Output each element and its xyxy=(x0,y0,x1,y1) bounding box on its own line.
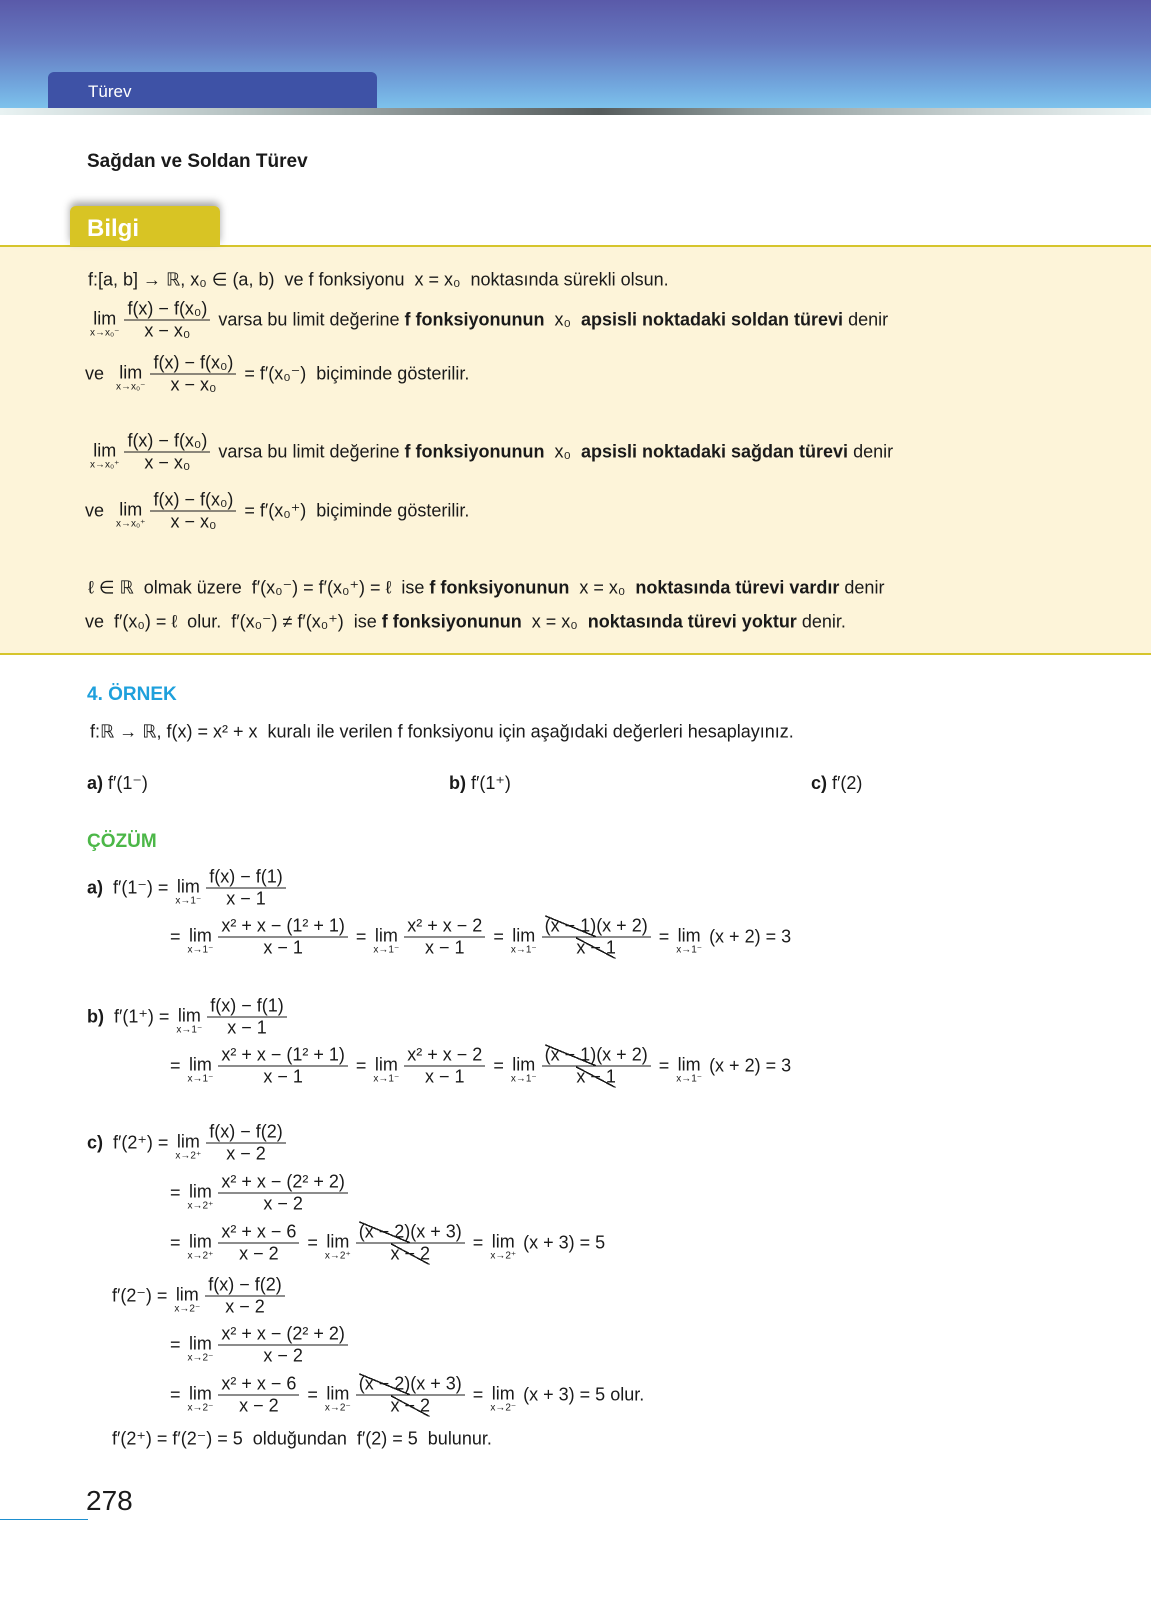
math-text: f′(1⁺) = xyxy=(104,1006,175,1027)
part-label: b) xyxy=(449,773,466,793)
math-text: = xyxy=(302,1384,323,1405)
limit-subscript: x→2⁻ xyxy=(187,1352,214,1364)
limit-operator xyxy=(188,1385,214,1414)
math-text: f:[a, b] → ℝ, x₀ ∈ (a, b) ve f fonksiyonu x = x₀ noktasında sürekli olsun. xyxy=(88,269,669,290)
math-text: x − x₀ xyxy=(170,374,217,395)
math-text: x − x₀ xyxy=(144,452,191,473)
part-label: a) xyxy=(87,773,104,793)
math-text: x = x₀ xyxy=(521,611,588,632)
fraction xyxy=(356,1222,465,1265)
bold-text: noktasında türevi yoktur xyxy=(587,611,797,632)
math-text: x − x₀ xyxy=(170,511,217,532)
limit-operator xyxy=(176,1007,202,1036)
fraction-denominator xyxy=(260,1067,306,1088)
limit-word: lim xyxy=(176,876,200,897)
math-text: x² + x − 2 xyxy=(407,915,483,936)
fraction-numerator xyxy=(205,1275,285,1296)
limit-word: lim xyxy=(119,362,143,383)
solution-line xyxy=(170,1172,351,1215)
math-text: = f′(x₀⁻) biçiminde gösterilir. xyxy=(239,363,470,384)
limit-subscript: x→1⁻ xyxy=(373,944,400,956)
limit-subscript: x→x₀⁻ xyxy=(90,327,120,339)
math-text: = xyxy=(170,1055,186,1076)
limit-word: lim xyxy=(188,925,212,946)
math-text: x − x₀ xyxy=(144,320,191,341)
fraction xyxy=(150,353,236,396)
fraction-numerator xyxy=(218,1045,348,1066)
bold-text: noktasında türevi vardır xyxy=(635,577,840,598)
fraction-denominator xyxy=(223,889,269,910)
fraction xyxy=(150,490,236,533)
limit-operator xyxy=(373,1056,399,1085)
fraction xyxy=(206,867,286,910)
math-text: denir xyxy=(839,577,885,598)
limit-subscript: x→2⁻ xyxy=(174,1303,201,1315)
math-text: x₀ xyxy=(544,441,581,462)
limit-subscript: x→2⁺ xyxy=(324,1250,351,1262)
math-text: ve xyxy=(85,500,115,521)
math-text: (x + 3) = 5 olur. xyxy=(518,1384,645,1405)
fraction xyxy=(218,1045,348,1088)
limit-operator xyxy=(325,1385,351,1414)
math-text: f(x) − f(1) xyxy=(210,995,284,1016)
solution-line xyxy=(87,867,289,910)
fraction-numerator xyxy=(356,1222,465,1243)
fraction xyxy=(218,1374,299,1417)
limit-subscript: x→1⁻ xyxy=(175,895,202,907)
fraction xyxy=(206,1122,286,1165)
math-text: = xyxy=(653,926,675,947)
limit-word: lim xyxy=(177,1005,201,1026)
fraction-denominator xyxy=(141,453,193,474)
fraction-denominator xyxy=(141,321,193,342)
fraction-denominator xyxy=(236,1244,282,1265)
limit-word: lim xyxy=(188,1181,212,1202)
example-part-b xyxy=(449,773,511,794)
example-part-c xyxy=(811,773,862,794)
math-text: f′(1⁻) = xyxy=(103,877,174,898)
fraction xyxy=(542,1045,651,1088)
math-text: x² + x − (2² + 2) xyxy=(221,1171,345,1192)
math-text: x − 1 xyxy=(226,888,266,909)
info-line xyxy=(88,270,669,291)
fraction-numerator xyxy=(356,1374,465,1395)
math-text: (x + 2) xyxy=(596,1044,648,1065)
math-text: = xyxy=(170,1334,186,1355)
limit-subscript: x→2⁻ xyxy=(187,1402,214,1414)
fraction xyxy=(356,1374,465,1417)
limit-operator xyxy=(188,1335,214,1364)
fraction-numerator xyxy=(218,916,348,937)
cancelled-term: (x − 2) xyxy=(358,1221,411,1242)
limit-word: lim xyxy=(677,1054,701,1075)
limit-subscript: x→1⁻ xyxy=(510,1073,537,1085)
limit-subscript: x→2⁺ xyxy=(187,1200,214,1212)
fraction xyxy=(124,299,210,342)
solution-line xyxy=(170,1222,605,1265)
math-text: varsa bu limit değerine xyxy=(213,309,405,330)
fraction xyxy=(218,1172,348,1215)
part-expr: f′(2) xyxy=(827,773,863,793)
fraction-numerator xyxy=(218,1374,299,1395)
solution-title: ÇÖZÜM xyxy=(87,831,157,852)
example-title: 4. ÖRNEK xyxy=(87,684,177,705)
limit-word: lim xyxy=(491,1231,515,1252)
limit-word: lim xyxy=(175,1284,199,1305)
part-expr: f′(1⁻) xyxy=(103,773,148,793)
cancelled-term: x − 2 xyxy=(390,1395,431,1416)
solution-line xyxy=(170,916,791,959)
math-text: = xyxy=(350,1055,372,1076)
fraction-numerator xyxy=(218,1222,299,1243)
fraction xyxy=(207,996,287,1039)
limit-operator xyxy=(676,1056,702,1085)
fraction-denominator xyxy=(388,1244,434,1265)
bold-text: c) xyxy=(87,1132,104,1153)
math-text: f(x) − f(x₀) xyxy=(127,430,208,451)
math-text: (x + 2) xyxy=(596,915,648,936)
limit-operator xyxy=(511,927,537,956)
limit-subscript: x→1⁻ xyxy=(373,1073,400,1085)
math-text: x − 2 xyxy=(226,1143,266,1164)
limit-word: lim xyxy=(188,1383,212,1404)
limit-operator xyxy=(188,927,214,956)
math-text: f(x) − f(x₀) xyxy=(153,489,234,510)
page-number-rule xyxy=(0,1519,88,1520)
limit-subscript: x→1⁻ xyxy=(187,1073,214,1085)
limit-operator xyxy=(490,1233,516,1262)
math-text: = xyxy=(488,1055,509,1076)
info-line xyxy=(85,353,469,396)
info-line xyxy=(88,578,884,599)
math-text: denir xyxy=(848,441,894,462)
math-text: x² + x − (2² + 2) xyxy=(221,1323,345,1344)
math-text: x − 2 xyxy=(239,1243,279,1264)
fraction xyxy=(404,1045,485,1088)
math-text: = f′(x₀⁺) biçiminde gösterilir. xyxy=(239,500,470,521)
limit-subscript: x→2⁺ xyxy=(187,1250,214,1262)
limit-subscript: x→1⁻ xyxy=(510,944,537,956)
math-text: ve f′(x₀) = ℓ olur. f′(x₀⁻) ≠ f′(x₀⁺) ise xyxy=(85,611,382,632)
fraction-denominator xyxy=(573,1067,619,1088)
math-text: = xyxy=(350,926,372,947)
fraction-denominator xyxy=(167,512,219,533)
math-text: f′(2⁻) = xyxy=(112,1285,173,1306)
math-text: = xyxy=(170,926,186,947)
fraction xyxy=(404,916,485,959)
solution-line xyxy=(87,1122,289,1165)
limit-word: lim xyxy=(188,1333,212,1354)
math-text: x − 1 xyxy=(263,937,303,958)
limit-operator xyxy=(116,501,145,530)
math-text: f(x) − f(x₀) xyxy=(127,298,208,319)
fraction xyxy=(205,1275,285,1318)
math-text: x = x₀ xyxy=(569,577,636,598)
fraction-denominator xyxy=(422,1067,468,1088)
fraction-denominator xyxy=(224,1018,270,1039)
limit-operator xyxy=(90,310,119,339)
section-title: Sağdan ve Soldan Türev xyxy=(87,151,308,172)
fraction-numerator xyxy=(150,490,236,511)
fraction xyxy=(218,1324,348,1367)
fraction-denominator xyxy=(223,1144,269,1165)
page-number: 278 xyxy=(86,1485,133,1516)
math-text: x − 2 xyxy=(239,1395,279,1416)
info-line xyxy=(88,299,888,342)
fraction-numerator xyxy=(206,867,286,888)
bold-text: a) xyxy=(87,877,104,898)
limit-word: lim xyxy=(176,1131,200,1152)
limit-subscript: x→1⁻ xyxy=(187,944,214,956)
limit-subscript: x→2⁺ xyxy=(490,1250,517,1262)
cancelled-term: (x − 1) xyxy=(544,1044,597,1065)
fraction-denominator xyxy=(422,938,468,959)
fraction xyxy=(124,431,210,474)
fraction-denominator xyxy=(573,938,619,959)
math-text: ℓ ∈ ℝ olmak üzere f′(x₀⁻) = f′(x₀⁺) = ℓ ise xyxy=(88,577,430,598)
limit-subscript: x→1⁻ xyxy=(676,944,703,956)
fraction-numerator xyxy=(404,1045,485,1066)
limit-operator xyxy=(175,878,201,907)
limit-subscript: x→x₀⁺ xyxy=(90,459,120,471)
math-text: varsa bu limit değerine xyxy=(213,441,405,462)
cancelled-term: (x − 1) xyxy=(544,915,597,936)
limit-subscript: x→2⁻ xyxy=(490,1402,517,1414)
math-text: x − 2 xyxy=(263,1193,303,1214)
fraction-numerator xyxy=(404,916,485,937)
solution-line xyxy=(170,1045,791,1088)
limit-subscript: x→1⁻ xyxy=(176,1024,203,1036)
cancelled-term: x − 1 xyxy=(576,937,616,958)
limit-subscript: x→2⁺ xyxy=(175,1150,202,1162)
limit-operator xyxy=(90,442,119,471)
chapter-tab: Türev xyxy=(48,72,377,108)
math-text: = xyxy=(653,1055,675,1076)
limit-operator xyxy=(511,1056,537,1085)
limit-word: lim xyxy=(188,1054,212,1075)
fraction-numerator xyxy=(542,916,651,937)
math-text: f(x) − f(x₀) xyxy=(153,352,234,373)
fraction-numerator xyxy=(218,1172,348,1193)
math-text: (x + 2) = 3 xyxy=(704,926,792,947)
solution-line xyxy=(170,1324,351,1367)
bold-text: apsisli noktadaki sağdan türevi xyxy=(580,441,849,462)
math-text: (x + 2) = 3 xyxy=(704,1055,792,1076)
limit-subscript: x→x₀⁻ xyxy=(116,381,146,393)
part-label: c) xyxy=(811,773,828,793)
bold-text: b) xyxy=(87,1006,104,1027)
info-line xyxy=(88,431,893,474)
math-text: = xyxy=(488,926,509,947)
math-text: x − 1 xyxy=(425,1066,465,1087)
limit-word: lim xyxy=(326,1231,350,1252)
math-text: ve xyxy=(85,363,115,384)
solution-line xyxy=(87,996,290,1039)
cancelled-term: x − 2 xyxy=(390,1243,431,1264)
fraction-denominator xyxy=(260,1194,306,1215)
math-text: x − 2 xyxy=(225,1296,265,1317)
limit-subscript: x→1⁻ xyxy=(676,1073,703,1085)
limit-operator xyxy=(373,927,399,956)
fraction-numerator xyxy=(207,996,287,1017)
math-text: x − 2 xyxy=(263,1345,303,1366)
math-text: = xyxy=(467,1232,489,1253)
example-part-a xyxy=(87,773,148,794)
math-text: denir. xyxy=(796,611,846,632)
solution-line xyxy=(170,1374,644,1417)
info-box-label: Bilgi xyxy=(70,206,220,246)
math-text: f′(2⁺) = f′(2⁻) = 5 olduğundan f′(2) = 5 bulunur. xyxy=(112,1428,492,1449)
example-statement: f:ℝ → ℝ, f(x) = x² + x kuralı ile verilen f fonksiyonu için aşağıdaki değerleri hesaplayınız. xyxy=(90,721,794,742)
header-divider xyxy=(0,108,1151,115)
fraction-numerator xyxy=(124,299,210,320)
fraction-denominator xyxy=(260,1346,306,1367)
limit-operator xyxy=(188,1056,214,1085)
math-text: x² + x − 2 xyxy=(407,1044,483,1065)
math-text: x² + x − (1² + 1) xyxy=(221,915,345,936)
limit-word: lim xyxy=(374,925,398,946)
math-text: f′(2⁺) = xyxy=(103,1132,174,1153)
limit-operator xyxy=(490,1385,516,1414)
limit-operator xyxy=(116,364,145,393)
solution-line xyxy=(112,1429,492,1450)
math-text: = xyxy=(170,1182,186,1203)
limit-word: lim xyxy=(512,925,536,946)
fraction-denominator xyxy=(260,938,306,959)
fraction-numerator xyxy=(124,431,210,452)
fraction xyxy=(218,1222,299,1265)
math-text: = xyxy=(467,1384,489,1405)
fraction-denominator xyxy=(222,1297,268,1318)
math-text: x − 1 xyxy=(263,1066,303,1087)
math-text: (x + 3) = 5 xyxy=(518,1232,606,1253)
limit-operator xyxy=(188,1183,214,1212)
cancelled-term: x − 1 xyxy=(576,1066,616,1087)
math-text: (x + 3) xyxy=(410,1373,462,1394)
fraction-numerator xyxy=(150,353,236,374)
limit-word: lim xyxy=(119,499,143,520)
limit-word: lim xyxy=(491,1383,515,1404)
limit-word: lim xyxy=(374,1054,398,1075)
math-text: x₀ xyxy=(544,309,581,330)
math-text: denir xyxy=(843,309,889,330)
math-text: f(x) − f(2) xyxy=(208,1274,282,1295)
limit-word: lim xyxy=(677,925,701,946)
fraction xyxy=(542,916,651,959)
fraction-numerator xyxy=(206,1122,286,1143)
fraction-numerator xyxy=(542,1045,651,1066)
part-expr: f′(1⁺) xyxy=(466,773,511,793)
limit-operator xyxy=(175,1133,201,1162)
math-text: x² + x − 6 xyxy=(221,1373,297,1394)
limit-operator xyxy=(174,1286,200,1315)
limit-operator xyxy=(325,1233,351,1262)
solution-line xyxy=(112,1275,288,1318)
math-text: x − 1 xyxy=(227,1017,267,1038)
math-text: f(x) − f(2) xyxy=(209,1121,283,1142)
fraction-denominator xyxy=(167,375,219,396)
bold-text: f fonksiyonunun xyxy=(381,611,522,632)
math-text: f(x) − f(1) xyxy=(209,866,283,887)
limit-subscript: x→x₀⁺ xyxy=(116,518,146,530)
math-text: = xyxy=(170,1232,186,1253)
bold-text: f fonksiyonunun xyxy=(404,309,545,330)
limit-subscript: x→2⁻ xyxy=(324,1402,351,1414)
fraction xyxy=(218,916,348,959)
math-text: (x + 3) xyxy=(410,1221,462,1242)
limit-word: lim xyxy=(512,1054,536,1075)
bold-text: f fonksiyonunun xyxy=(404,441,545,462)
math-text: x² + x − 6 xyxy=(221,1221,297,1242)
math-text: x² + x − (1² + 1) xyxy=(221,1044,345,1065)
math-text: = xyxy=(302,1232,323,1253)
fraction-denominator xyxy=(388,1396,434,1417)
bold-text: apsisli noktadaki soldan türevi xyxy=(580,309,844,330)
info-line xyxy=(85,612,846,633)
limit-word: lim xyxy=(93,308,117,329)
bold-text: f fonksiyonunun xyxy=(429,577,570,598)
limit-operator xyxy=(188,1233,214,1262)
limit-word: lim xyxy=(326,1383,350,1404)
fraction-denominator xyxy=(236,1396,282,1417)
cancelled-term: (x − 2) xyxy=(358,1373,411,1394)
limit-operator xyxy=(676,927,702,956)
limit-word: lim xyxy=(93,440,117,461)
math-text: x − 1 xyxy=(425,937,465,958)
fraction-numerator xyxy=(218,1324,348,1345)
limit-word: lim xyxy=(188,1231,212,1252)
math-text: = xyxy=(170,1384,186,1405)
info-line xyxy=(85,490,469,533)
